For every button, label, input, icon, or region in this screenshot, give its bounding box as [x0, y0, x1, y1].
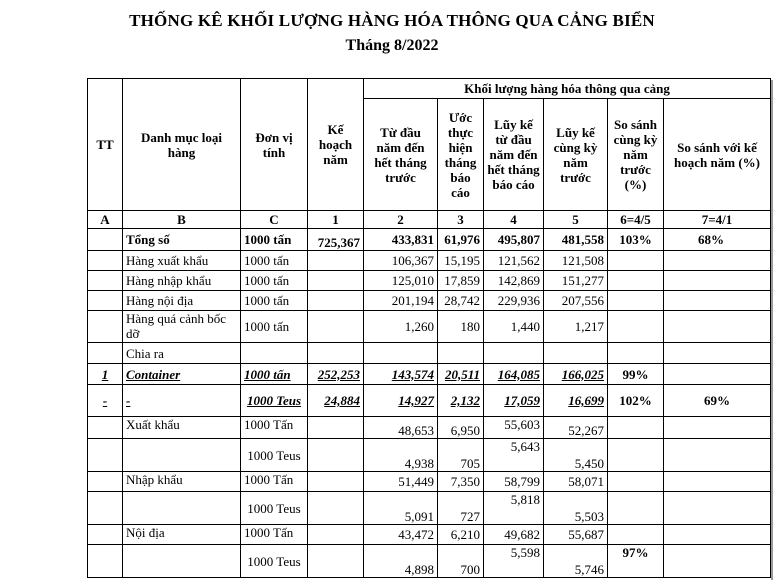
cell-name: Container: [123, 364, 241, 385]
cell-value: 5,503: [544, 492, 608, 525]
cell-value: 164,085: [484, 364, 544, 385]
cell-plan: [308, 492, 364, 525]
cell-plan: [308, 271, 364, 291]
cell-value: 1,217: [544, 311, 608, 343]
index-cell: 6=4/5: [608, 211, 664, 229]
cell-percent: [664, 417, 771, 439]
index-cell: B: [123, 211, 241, 229]
header-ytd: Lũy kế từ đầu năm đến hết tháng báo cáo: [484, 99, 544, 211]
cell-value: 6,950: [438, 417, 484, 439]
cell-percent: [608, 525, 664, 545]
cell-tt: [88, 472, 123, 492]
cell-tt: [88, 439, 123, 472]
cell-name: Xuất khẩu: [123, 417, 241, 439]
cell-percent: 102%: [608, 385, 664, 417]
cell-unit: 1000 Teus: [241, 439, 308, 472]
cell-unit: 1000 tấn: [241, 291, 308, 311]
table-row: [88, 385, 771, 417]
document-subtitle: Tháng 8/2022: [345, 37, 439, 54]
cell-percent: [664, 343, 771, 364]
cell-percent: [664, 364, 771, 385]
table-row: [88, 251, 771, 271]
index-cell: C: [241, 211, 308, 229]
cell-percent: 97%: [608, 545, 664, 578]
cell-value: 55,687: [544, 525, 608, 545]
cell-value: 48,653: [364, 417, 438, 439]
table-row: [88, 291, 771, 311]
header-cmp-last-year: So sánh cùng kỳ năm trước (%): [608, 99, 664, 211]
cell-value: 121,508: [544, 251, 608, 271]
cell-plan: [308, 545, 364, 578]
cell-value: 17,059: [484, 385, 544, 417]
index-cell: 2: [364, 211, 438, 229]
cell-value: 5,598: [484, 545, 544, 578]
header-category: Danh mục loại hàng: [123, 79, 241, 211]
table-row: [88, 364, 771, 385]
cell-unit: 1000 Tấn: [241, 472, 308, 492]
cell-unit: 1000 Teus: [241, 385, 308, 417]
cell-plan: [308, 311, 364, 343]
cell-unit: 1000 tấn: [241, 364, 308, 385]
table-row: [88, 311, 771, 343]
cell-tt: [88, 251, 123, 271]
cell-unit: 1000 tấn: [241, 311, 308, 343]
cell-percent: 69%: [664, 385, 771, 417]
cell-percent: [608, 251, 664, 271]
cell-value: 495,807: [484, 229, 544, 251]
page-shadow: [771, 80, 773, 580]
cell-value: [484, 343, 544, 364]
cell-value: 51,449: [364, 472, 438, 492]
cell-value: 180: [438, 311, 484, 343]
cargo-volume-table: [87, 78, 771, 578]
cell-value: 229,936: [484, 291, 544, 311]
cell-plan: 252,253: [308, 364, 364, 385]
header-tt: TT: [88, 79, 123, 211]
cell-plan: [308, 251, 364, 271]
cell-value: 1,260: [364, 311, 438, 343]
cell-unit: [241, 343, 308, 364]
document-title: THỐNG KÊ KHỐI LƯỢNG HÀNG HÓA THÔNG QUA CẢNG BIỂN: [129, 11, 655, 30]
header-est-month: Ước thực hiện tháng báo cáo: [438, 99, 484, 211]
cell-value: 52,267: [544, 417, 608, 439]
cell-unit: 1000 Teus: [241, 545, 308, 578]
cell-value: 5,643: [484, 439, 544, 472]
cell-percent: [608, 311, 664, 343]
cell-tt: [88, 492, 123, 525]
cell-unit: 1000 tấn: [241, 271, 308, 291]
index-cell: 5: [544, 211, 608, 229]
cell-tt: [88, 343, 123, 364]
cell-value: 166,025: [544, 364, 608, 385]
cell-name: Nhập khẩu: [123, 472, 241, 492]
cell-percent: [608, 492, 664, 525]
cell-percent: [608, 343, 664, 364]
cell-value: 1,440: [484, 311, 544, 343]
cell-tt: [88, 525, 123, 545]
cell-tt: [88, 311, 123, 343]
table-row: [88, 343, 771, 364]
cell-value: 700: [438, 545, 484, 578]
cell-percent: [664, 525, 771, 545]
cell-plan: [308, 439, 364, 472]
cell-name: Chia ra: [123, 343, 241, 364]
column-index-row: [88, 211, 771, 229]
table-row: [88, 229, 771, 251]
cell-tt: [88, 229, 123, 251]
cell-value: 201,194: [364, 291, 438, 311]
cell-percent: [608, 417, 664, 439]
cell-percent: [608, 271, 664, 291]
cell-value: 705: [438, 439, 484, 472]
cell-percent: [664, 311, 771, 343]
cell-value: 5,746: [544, 545, 608, 578]
cell-tt: [88, 291, 123, 311]
header-unit: Đơn vị tính: [241, 79, 308, 211]
cell-value: 5,091: [364, 492, 438, 525]
cell-value: 143,574: [364, 364, 438, 385]
header-volume-group: Khối lượng hàng hóa thông qua cảng: [364, 79, 771, 99]
cell-value: 481,558: [544, 229, 608, 251]
header-plan: Kế hoạch năm: [308, 79, 364, 211]
cell-value: 58,071: [544, 472, 608, 492]
cell-value: 14,927: [364, 385, 438, 417]
cell-value: 121,562: [484, 251, 544, 271]
cell-unit: 1000 tấn: [241, 229, 308, 251]
cell-value: 49,682: [484, 525, 544, 545]
table-row: [88, 525, 771, 545]
cell-tt: [88, 271, 123, 291]
index-cell: 4: [484, 211, 544, 229]
cell-value: 28,742: [438, 291, 484, 311]
cell-value: 125,010: [364, 271, 438, 291]
header-cmp-plan: So sánh với kế hoạch năm (%): [664, 99, 771, 211]
cell-value: 433,831: [364, 229, 438, 251]
cell-unit: 1000 Teus: [241, 492, 308, 525]
table-row: [88, 472, 771, 492]
cell-unit: 1000 Tấn: [241, 525, 308, 545]
cell-value: 727: [438, 492, 484, 525]
cell-unit: 1000 tấn: [241, 251, 308, 271]
cell-value: 2,132: [438, 385, 484, 417]
cell-percent: [664, 271, 771, 291]
cell-name: [123, 492, 241, 525]
cell-percent: [664, 545, 771, 578]
cell-value: 4,898: [364, 545, 438, 578]
cell-name: Nội địa: [123, 525, 241, 545]
cell-percent: [608, 472, 664, 492]
cell-name: Tổng số: [123, 229, 241, 251]
index-cell: A: [88, 211, 123, 229]
table-row: [88, 545, 771, 578]
cell-plan: [308, 417, 364, 439]
cell-percent: 68%: [664, 229, 771, 251]
cell-plan: [308, 525, 364, 545]
cell-value: 61,976: [438, 229, 484, 251]
cell-tt: 1: [88, 364, 123, 385]
cell-plan: [308, 472, 364, 492]
cell-percent: [664, 439, 771, 472]
cell-plan: [308, 291, 364, 311]
cell-value: 20,511: [438, 364, 484, 385]
cell-value: 207,556: [544, 291, 608, 311]
cell-tt: [88, 417, 123, 439]
cell-unit: 1000 Tấn: [241, 417, 308, 439]
cell-value: [438, 343, 484, 364]
index-cell: 3: [438, 211, 484, 229]
cell-value: 43,472: [364, 525, 438, 545]
cell-value: 15,195: [438, 251, 484, 271]
cell-plan: 24,884: [308, 385, 364, 417]
cell-value: 7,350: [438, 472, 484, 492]
cell-percent: [608, 439, 664, 472]
cell-percent: 99%: [608, 364, 664, 385]
header-ytd-last-year: Lũy kế cùng kỳ năm trước: [544, 99, 608, 211]
header-ytd-prev: Từ đầu năm đến hết tháng trước: [364, 99, 438, 211]
index-cell: 7=4/1: [664, 211, 771, 229]
cell-percent: [664, 251, 771, 271]
table-row: [88, 417, 771, 439]
cell-value: 16,699: [544, 385, 608, 417]
cell-percent: 103%: [608, 229, 664, 251]
cell-value: 4,938: [364, 439, 438, 472]
cell-value: 142,869: [484, 271, 544, 291]
cell-name: Hàng xuất khẩu: [123, 251, 241, 271]
cell-name: -: [123, 385, 241, 417]
cell-plan: [308, 343, 364, 364]
index-cell: 1: [308, 211, 364, 229]
table-row: [88, 439, 771, 472]
cell-name: [123, 439, 241, 472]
cell-tt: -: [88, 385, 123, 417]
cell-tt: [88, 545, 123, 578]
cell-percent: [664, 492, 771, 525]
cell-plan: 725,367: [308, 229, 364, 251]
cell-value: 106,367: [364, 251, 438, 271]
cell-value: 5,818: [484, 492, 544, 525]
cell-name: Hàng nhập khẩu: [123, 271, 241, 291]
cell-value: 17,859: [438, 271, 484, 291]
cell-value: [544, 343, 608, 364]
table-row: [88, 492, 771, 525]
cell-value: [364, 343, 438, 364]
cell-value: 5,450: [544, 439, 608, 472]
cell-value: 55,603: [484, 417, 544, 439]
table-row: [88, 271, 771, 291]
cell-percent: [608, 291, 664, 311]
cell-percent: [664, 291, 771, 311]
cell-value: 58,799: [484, 472, 544, 492]
cell-value: 151,277: [544, 271, 608, 291]
cell-name: [123, 545, 241, 578]
cell-percent: [664, 472, 771, 492]
cell-value: 6,210: [438, 525, 484, 545]
cell-name: Hàng quá cảnh bốc dỡ: [123, 311, 241, 343]
cell-name: Hàng nội địa: [123, 291, 241, 311]
